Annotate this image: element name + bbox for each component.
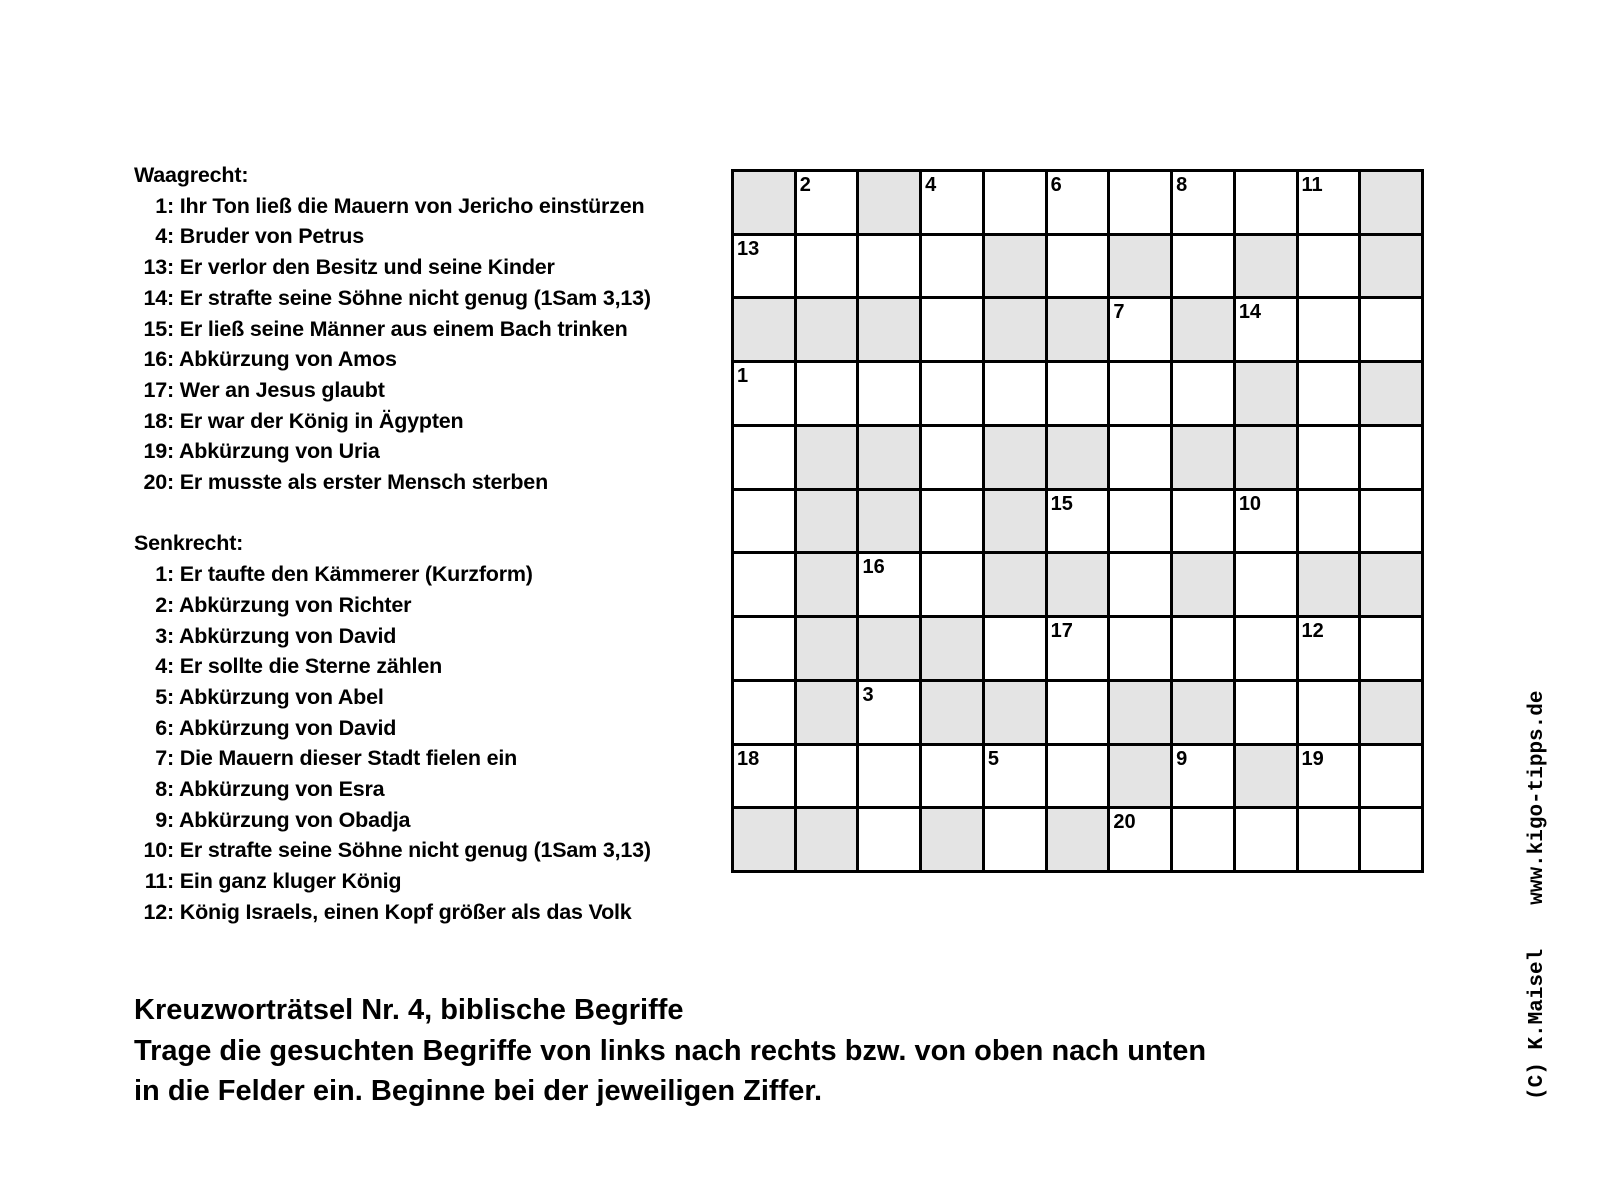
cell-number: 13	[737, 237, 760, 260]
clue-number: 19:	[143, 439, 174, 464]
blocked-cell	[1299, 554, 1359, 615]
answer-cell[interactable]	[1110, 554, 1170, 615]
answer-cell[interactable]	[1110, 299, 1170, 360]
cell-number: 4	[925, 174, 937, 196]
down-clue	[134, 651, 714, 682]
clue-number: 20:	[143, 470, 174, 495]
answer-cell[interactable]	[1048, 363, 1108, 424]
answer-cell[interactable]	[1048, 236, 1108, 297]
blocked-cell	[922, 809, 982, 870]
answer-cell[interactable]	[1048, 618, 1108, 679]
across-clue	[134, 467, 714, 498]
cell-number: 1	[737, 365, 749, 388]
answer-cell[interactable]	[922, 172, 982, 233]
clue-text: König Israels, einen Kopf größer als das Volk	[179, 899, 632, 924]
blocked-cell	[985, 427, 1045, 488]
answer-cell[interactable]	[1299, 618, 1359, 679]
blocked-cell	[1361, 363, 1421, 424]
blocked-cell	[1048, 809, 1108, 870]
blocked-cell	[734, 299, 794, 360]
down-clue	[134, 621, 714, 652]
across-clue	[134, 406, 714, 437]
blocked-cell	[1173, 554, 1233, 615]
clue-text: Er strafte seine Söhne nicht genug (1Sam 3,13)	[179, 285, 651, 310]
clue-text: Abkürzung von Uria	[178, 439, 380, 464]
clue-panel	[134, 160, 714, 928]
clue-text: Er taufte den Kämmerer (Kurzform)	[179, 562, 533, 587]
blocked-cell	[797, 618, 857, 679]
clue-text: Abkürzung von Esra	[178, 777, 385, 802]
instructions	[134, 990, 1464, 1112]
down-clue	[134, 774, 714, 805]
answer-cell[interactable]	[1299, 427, 1359, 488]
clue-number: 13:	[143, 255, 174, 280]
clue-divider	[134, 498, 714, 529]
clue-text: Ein ganz kluger König	[179, 869, 402, 894]
answer-cell[interactable]	[922, 491, 982, 552]
answer-cell[interactable]	[734, 427, 794, 488]
cell-number: 3	[862, 683, 874, 706]
blocked-cell	[797, 491, 857, 552]
answer-cell[interactable]	[1110, 363, 1170, 424]
blocked-cell	[1048, 427, 1108, 488]
down-clue	[134, 590, 714, 621]
blocked-cell	[1048, 554, 1108, 615]
clue-text: Er war der König in Ägypten	[179, 408, 464, 433]
answer-cell[interactable]	[1048, 172, 1108, 233]
answer-cell[interactable]	[985, 363, 1045, 424]
answer-cell[interactable]	[1299, 236, 1359, 297]
instruction-line-1: Trage die gesuchten Begriffe von links nach rechts bzw. von oben nach unten	[134, 1034, 1207, 1067]
answer-cell[interactable]	[985, 172, 1045, 233]
answer-cell[interactable]	[1236, 172, 1296, 233]
answer-cell[interactable]	[985, 618, 1045, 679]
across-heading: Waagrecht:	[134, 163, 249, 187]
answer-cell[interactable]	[922, 299, 982, 360]
blocked-cell	[1236, 236, 1296, 297]
blocked-cell	[1110, 746, 1170, 807]
answer-cell[interactable]	[1236, 299, 1296, 360]
answer-cell[interactable]	[734, 618, 794, 679]
clue-number: 3:	[155, 623, 174, 648]
answer-cell[interactable]	[859, 682, 919, 743]
blocked-cell	[1110, 682, 1170, 743]
blocked-cell	[859, 172, 919, 233]
blocked-cell	[1173, 427, 1233, 488]
answer-cell[interactable]	[859, 363, 919, 424]
clue-text: Er strafte seine Söhne nicht genug (1Sam 3,13)	[179, 838, 651, 863]
answer-cell[interactable]	[734, 491, 794, 552]
answer-cell[interactable]	[1236, 491, 1296, 552]
answer-cell[interactable]	[1173, 236, 1233, 297]
clue-number: 5:	[155, 684, 174, 709]
blocked-cell	[1361, 236, 1421, 297]
answer-cell[interactable]	[922, 427, 982, 488]
blocked-cell	[1048, 299, 1108, 360]
cell-number: 5	[987, 747, 1000, 770]
answer-cell[interactable]	[1299, 299, 1359, 360]
clue-number: 7:	[155, 746, 174, 771]
cell-number: 17	[1050, 620, 1073, 643]
cell-number: 7	[1113, 301, 1125, 324]
across-clue	[134, 283, 714, 314]
clue-number: 2:	[155, 592, 174, 617]
clue-text: Abkürzung von Abel	[178, 684, 384, 709]
down-clue	[134, 835, 714, 866]
clue-number: 9:	[155, 807, 174, 832]
answer-cell[interactable]	[734, 554, 794, 615]
blocked-cell	[859, 427, 919, 488]
answer-cell[interactable]	[1299, 491, 1359, 552]
answer-cell[interactable]	[1361, 618, 1421, 679]
down-clue-list	[134, 559, 714, 927]
answer-cell[interactable]	[859, 746, 919, 807]
clue-text: Bruder von Petrus	[179, 224, 364, 249]
answer-cell[interactable]	[1361, 299, 1421, 360]
answer-cell[interactable]	[1299, 746, 1359, 807]
clue-text: Abkürzung von David	[178, 715, 397, 740]
clue-text: Abkürzung von Amos	[178, 347, 397, 372]
blocked-cell	[797, 809, 857, 870]
answer-cell[interactable]	[1110, 427, 1170, 488]
down-clue	[134, 559, 714, 590]
answer-cell[interactable]	[1236, 554, 1296, 615]
down-clue	[134, 713, 714, 744]
across-clue	[134, 221, 714, 252]
answer-cell[interactable]	[922, 363, 982, 424]
down-clue	[134, 866, 714, 897]
cell-number: 16	[862, 556, 885, 579]
answer-cell[interactable]	[1110, 172, 1170, 233]
down-clue	[134, 897, 714, 928]
answer-cell[interactable]	[797, 236, 857, 297]
answer-cell[interactable]	[1361, 809, 1421, 870]
clue-text: Abkürzung von David	[178, 623, 397, 648]
blocked-cell	[985, 299, 1045, 360]
clue-number: 15:	[143, 316, 174, 341]
answer-cell[interactable]	[1361, 491, 1421, 552]
across-clue	[134, 436, 714, 467]
blocked-cell	[734, 172, 794, 233]
blocked-cell	[985, 236, 1045, 297]
answer-cell[interactable]	[1299, 682, 1359, 743]
clue-number: 14:	[143, 285, 174, 310]
blocked-cell	[1173, 682, 1233, 743]
blocked-cell	[985, 554, 1045, 615]
clue-number: 12:	[143, 899, 174, 924]
answer-cell[interactable]	[734, 363, 794, 424]
answer-cell[interactable]	[797, 363, 857, 424]
clue-number: 1:	[155, 193, 174, 218]
answer-cell[interactable]	[1048, 746, 1108, 807]
answer-cell[interactable]	[922, 236, 982, 297]
cell-number: 18	[737, 747, 760, 770]
clue-number: 17:	[143, 377, 174, 402]
answer-cell[interactable]	[1236, 618, 1296, 679]
blocked-cell	[1361, 682, 1421, 743]
cell-number: 19	[1301, 747, 1324, 770]
blocked-cell	[1361, 554, 1421, 615]
answer-cell[interactable]	[1173, 746, 1233, 807]
answer-cell[interactable]	[1361, 427, 1421, 488]
answer-cell[interactable]	[859, 554, 919, 615]
blocked-cell	[1236, 363, 1296, 424]
blocked-cell	[1110, 236, 1170, 297]
clue-number: 16:	[143, 347, 174, 372]
answer-cell[interactable]	[922, 746, 982, 807]
clue-text: Er musste als erster Mensch sterben	[179, 470, 549, 495]
clue-number: 8:	[155, 777, 174, 802]
copyright-author: (C) K.Maisel	[1526, 948, 1549, 1100]
across-clue	[134, 344, 714, 375]
across-clue	[134, 252, 714, 283]
cell-number: 9	[1176, 747, 1188, 770]
blocked-cell	[1236, 427, 1296, 488]
clue-number: 4:	[155, 654, 174, 679]
clue-number: 18:	[143, 408, 174, 433]
cell-number: 14	[1238, 301, 1262, 324]
answer-cell[interactable]	[1299, 172, 1359, 233]
answer-cell[interactable]	[1361, 746, 1421, 807]
answer-cell[interactable]	[985, 809, 1045, 870]
down-heading: Senkrecht:	[134, 531, 244, 556]
cell-number: 12	[1301, 620, 1324, 643]
answer-cell[interactable]	[734, 236, 794, 297]
answer-cell[interactable]	[1173, 809, 1233, 870]
blocked-cell	[797, 299, 857, 360]
clue-number: 11:	[144, 869, 174, 894]
crossword-grid	[731, 169, 1424, 873]
clue-text: Er ließ seine Männer aus einem Bach trinken	[179, 316, 628, 341]
clue-text: Die Mauern dieser Stadt fielen ein	[179, 746, 518, 771]
answer-cell[interactable]	[1048, 491, 1108, 552]
answer-cell[interactable]	[922, 554, 982, 615]
answer-cell[interactable]	[1236, 809, 1296, 870]
answer-cell[interactable]	[1173, 172, 1233, 233]
answer-cell[interactable]	[1110, 491, 1170, 552]
answer-cell[interactable]	[1173, 363, 1233, 424]
answer-cell[interactable]	[1236, 682, 1296, 743]
answer-cell[interactable]	[859, 236, 919, 297]
blocked-cell	[985, 491, 1045, 552]
answer-cell[interactable]	[859, 809, 919, 870]
blocked-cell	[859, 491, 919, 552]
answer-cell[interactable]	[1048, 682, 1108, 743]
clue-text: Abkürzung von Obadja	[178, 807, 411, 832]
clue-text: Wer an Jesus glaubt	[179, 377, 385, 402]
blocked-cell	[922, 682, 982, 743]
clue-text: Er sollte die Sterne zählen	[179, 654, 443, 679]
instruction-line-2: in die Felder ein. Beginne bei der jeweiligen Ziffer.	[134, 1075, 823, 1107]
clue-text: Ihr Ton ließ die Mauern von Jericho einstürzen	[179, 193, 645, 218]
clue-text: Abkürzung von Richter	[178, 592, 412, 617]
across-clue-list	[134, 191, 714, 498]
across-clue	[134, 191, 714, 222]
answer-cell[interactable]	[734, 682, 794, 743]
answer-cell[interactable]	[797, 746, 857, 807]
blocked-cell	[859, 618, 919, 679]
clue-number: 1:	[155, 562, 174, 587]
cell-number: 11	[1301, 174, 1323, 196]
across-clue	[134, 375, 714, 406]
answer-cell[interactable]	[734, 746, 794, 807]
puzzle-title: Kreuzworträtsel Nr. 4, biblische Begriffe	[134, 994, 684, 1026]
down-clue	[134, 805, 714, 836]
blocked-cell	[859, 299, 919, 360]
blocked-cell	[985, 682, 1045, 743]
cell-number: 20	[1113, 811, 1136, 834]
blocked-cell	[1361, 172, 1421, 233]
across-clue	[134, 314, 714, 345]
blocked-cell	[734, 809, 794, 870]
answer-cell[interactable]	[1299, 809, 1359, 870]
answer-cell[interactable]	[1299, 363, 1359, 424]
clue-number: 4:	[155, 224, 174, 249]
blocked-cell	[922, 618, 982, 679]
answer-cell[interactable]	[1173, 618, 1233, 679]
cell-number: 6	[1050, 174, 1062, 196]
answer-cell[interactable]	[985, 746, 1045, 807]
cell-number: 8	[1176, 174, 1188, 196]
blocked-cell	[797, 554, 857, 615]
clue-text: Er verlor den Besitz und seine Kinder	[179, 255, 555, 280]
blocked-cell	[1173, 299, 1233, 360]
down-clue	[134, 682, 714, 713]
answer-cell[interactable]	[1110, 618, 1170, 679]
answer-cell[interactable]	[1173, 491, 1233, 552]
blocked-cell	[797, 427, 857, 488]
website-url: www.kigo-tipps.de	[1526, 690, 1549, 905]
clue-number: 6:	[155, 715, 174, 740]
cell-number: 2	[799, 174, 811, 196]
answer-cell[interactable]	[1110, 809, 1170, 870]
clue-number: 10:	[143, 838, 174, 863]
blocked-cell	[1236, 746, 1296, 807]
cell-number: 15	[1050, 492, 1073, 515]
cell-number: 10	[1238, 492, 1262, 515]
credits	[1526, 691, 1549, 1100]
down-clue	[134, 743, 714, 774]
blocked-cell	[797, 682, 857, 743]
answer-cell[interactable]	[797, 172, 857, 233]
